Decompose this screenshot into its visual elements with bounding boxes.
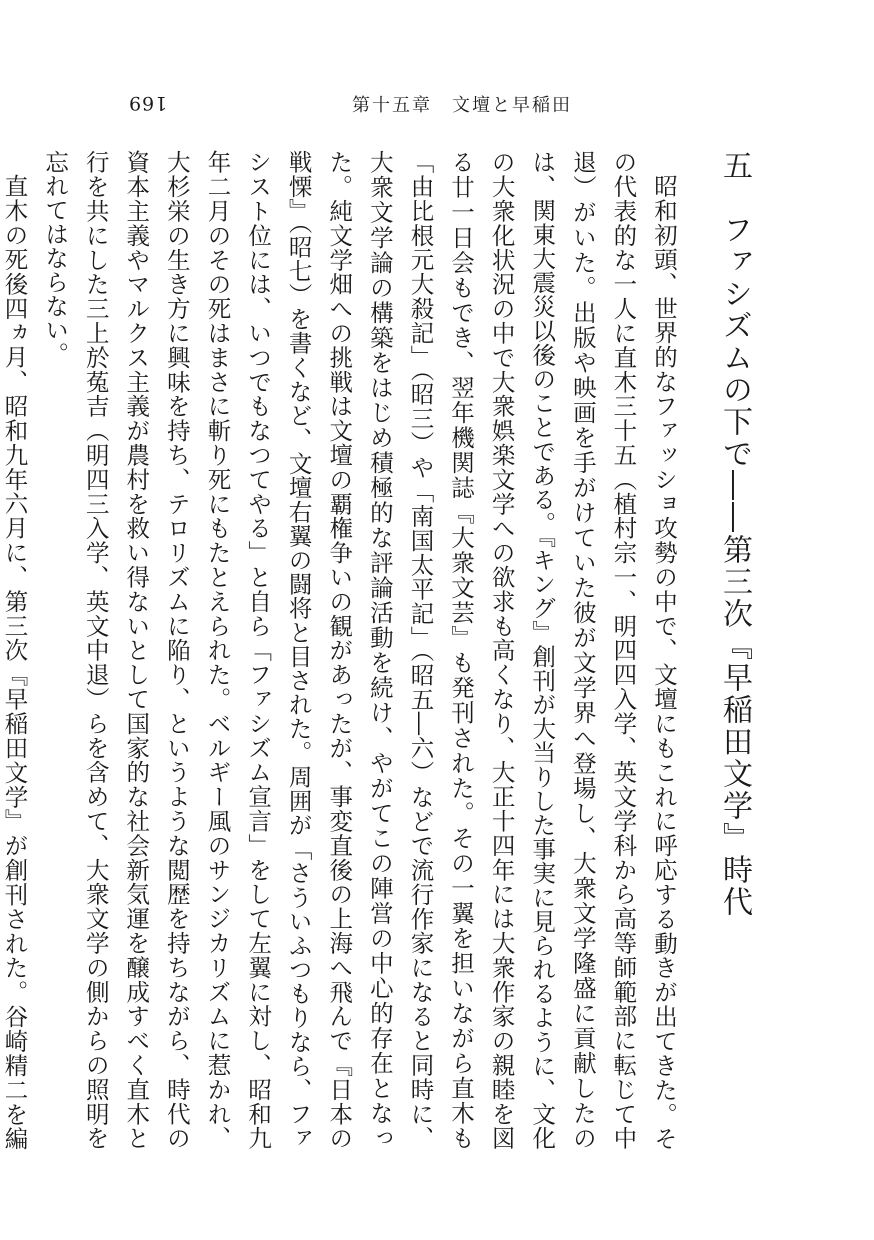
running-header: 第十五章 文壇と早稲田	[352, 95, 572, 116]
page-number: 169	[128, 92, 168, 114]
section-heading: 五 ファシズムの下で――第三次『早稲田文学』時代	[717, 150, 752, 918]
paragraph-1: 昭和初頭、世界的なファッショ攻勢の中で、文壇にもこれに呼応する動きが出てきた。その代表的な一人に直木三十五（植村宗一、明四四入学、英文学科から高等師範部に転じて中退）がいた。出版や映画を手がけていた彼が文学界へ登場し、大衆文学隆盛に貢献したのは、関東大震災以後のことである。『キング』創刊が大当りした事実に見られるように、文化の大衆化状況の中で大衆娯楽文学への欲求も高くなり、大正十四年には大衆作家の親睦を図る廿一日会もでき、翌年機関誌『大衆文芸』も発刊された。その一翼を担いながら直木も「由比根元大殺記」（昭三）や「南国太平記」（昭五―六）などで流行作家になると同時に、大衆文学論の構築をはじめ積極的な評論活動を続け、やがてこの陣営の中心的存在となった。純文学畑への挑戦は文壇の覇権争いの観があったが、事変直後の上海へ飛んで『日本の戦慄』（昭七）を書くなど、文壇右翼の闘将と目された。周囲が「さういふつもりなら、ファシスト位には、いつでもなつてやる」と自ら「ファシズム宣言」をして左翼に対し、昭和九年二月のその死はまさに斬り死にもたとえられた。ベルギー風のサンジカリズムに惹かれ、大杉栄の生き方に興味を持ち、テロリズムに陥り、というような閲歴を持ちながら、時代の資本主義やマルクス主義が農村を救い得ないとして国家的な社会新気運を醸成すべく直木と行を共にした三上於菟吉（明四三入学、英文中退）らを含めて、大衆文学の側からの照明を忘れてはならない。	[41, 150, 678, 1151]
body-text	[0, 150, 756, 1150]
paragraph-2: 直木の死後四ヵ月、昭和九年六月に、第三次『早稲田文学』が創刊された。谷崎精二を編	[0, 173, 29, 1150]
